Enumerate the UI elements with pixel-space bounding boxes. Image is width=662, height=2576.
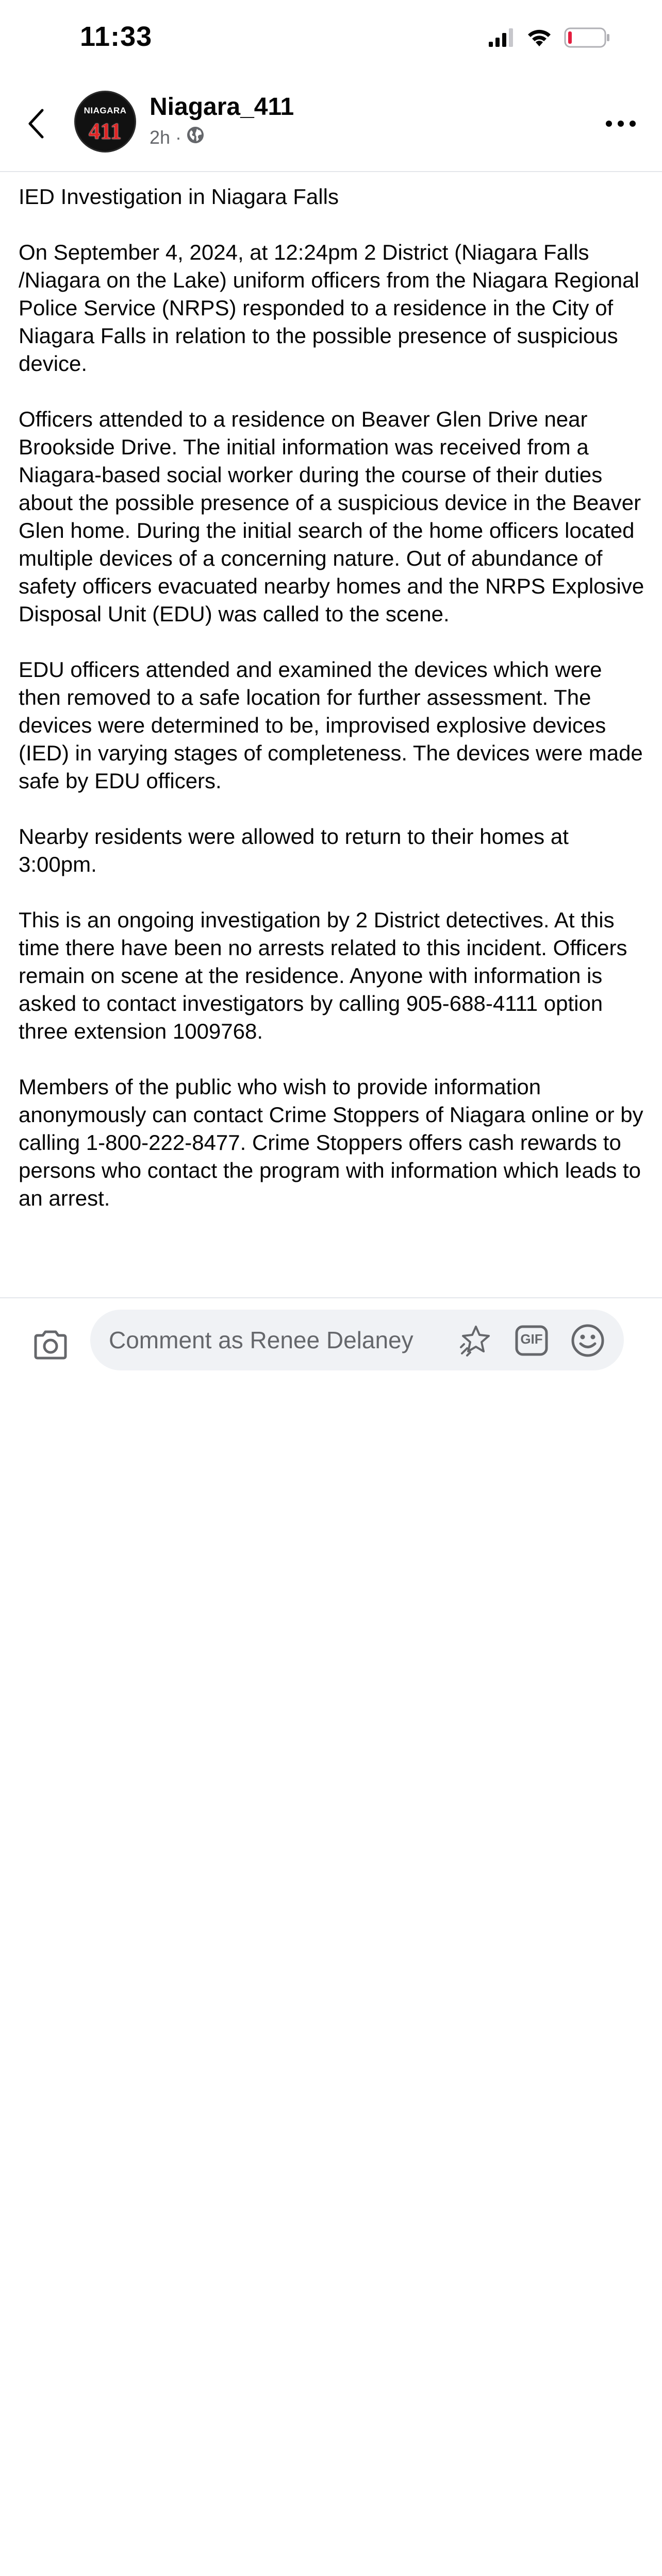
cellular-signal-icon (489, 28, 515, 49)
post-header (0, 77, 662, 172)
post-body (19, 183, 648, 1240)
more-options-button[interactable] (600, 108, 641, 139)
post-title: IED Investigation in Niagara Falls (19, 184, 339, 209)
post-paragraph: On September 4, 2024, at 12:24pm 2 District (Niagara Falls /Niagara on the Lake) uniform officers from the Niagara Regional Police Service (NRPS) responded to a residence in the City of Niagara Falls in relation to the possible presence of suspicious device. (19, 240, 639, 376)
post-paragraph: EDU officers attended and examined the devices which were then removed to a safe location for further assessment. The devices were determined to be, improvised explosive devices (IED) in varying stages of completeness. The devices were made safe by EDU officers. (19, 657, 643, 793)
camera-button[interactable] (31, 1325, 70, 1364)
post-paragraph: This is an ongoing investigation by 2 District detectives. At this time there have been no arrests related to this incident. Officers remain on scene at the residence. Anyone with information is asked to contact investigators by calling 905-688-4111 option three extension 1009768. (19, 908, 627, 1043)
status-time: 11:33 (80, 21, 153, 52)
post-time[interactable]: 2h (150, 126, 171, 148)
gif-label: GIF (520, 1331, 543, 1347)
camera-icon (32, 1329, 69, 1360)
back-button[interactable] (21, 103, 52, 144)
page-avatar[interactable] (74, 91, 136, 152)
post-meta (150, 126, 204, 148)
globe-icon (187, 126, 204, 148)
avatar-sticker-button[interactable] (459, 1324, 493, 1358)
comment-bar (0, 1297, 662, 1432)
chevron-left-icon (26, 108, 46, 139)
post-paragraph: Nearby residents were allowed to return to their homes at 3:00pm. (19, 824, 569, 876)
gif-button[interactable] (515, 1324, 549, 1358)
emoji-button[interactable] (571, 1324, 605, 1358)
avatar-logo-number: 411 (89, 118, 122, 144)
battery-low-icon (564, 27, 610, 50)
smiley-emoji-icon (571, 1324, 605, 1358)
wifi-icon (526, 28, 553, 50)
meta-separator: · (175, 126, 182, 148)
more-horizontal-icon (605, 120, 636, 127)
post-paragraph: Officers attended to a residence on Beaver Glen Drive near Brookside Drive. The initial information was received from a Niagara-based social worker during the course of their duties about the possible presence of a suspicious device in the Beaver Glen home. During the initial search of the home officers located multiple devices of a concerning nature. Out of abundance of safety officers evacuated nearby homes and the NRPS Explosive Disposal Unit (EDU) was called to the scene. (19, 407, 644, 626)
status-bar (0, 0, 662, 77)
comment-input[interactable] (109, 1324, 449, 1356)
status-icons (489, 26, 610, 52)
comment-box[interactable] (90, 1310, 624, 1370)
avatar-sticker-icon (459, 1324, 493, 1358)
page-name[interactable]: Niagara_411 (150, 93, 294, 121)
avatar-logo-text: NIAGARA (84, 106, 127, 115)
post-paragraph: Members of the public who wish to provide information anonymously can contact Crime Stoppers of Niagara online or by calling 1-800-222-8477. Crime Stoppers offers cash rewards to persons who contact the program with information which leads to an arrest. (19, 1075, 643, 1210)
